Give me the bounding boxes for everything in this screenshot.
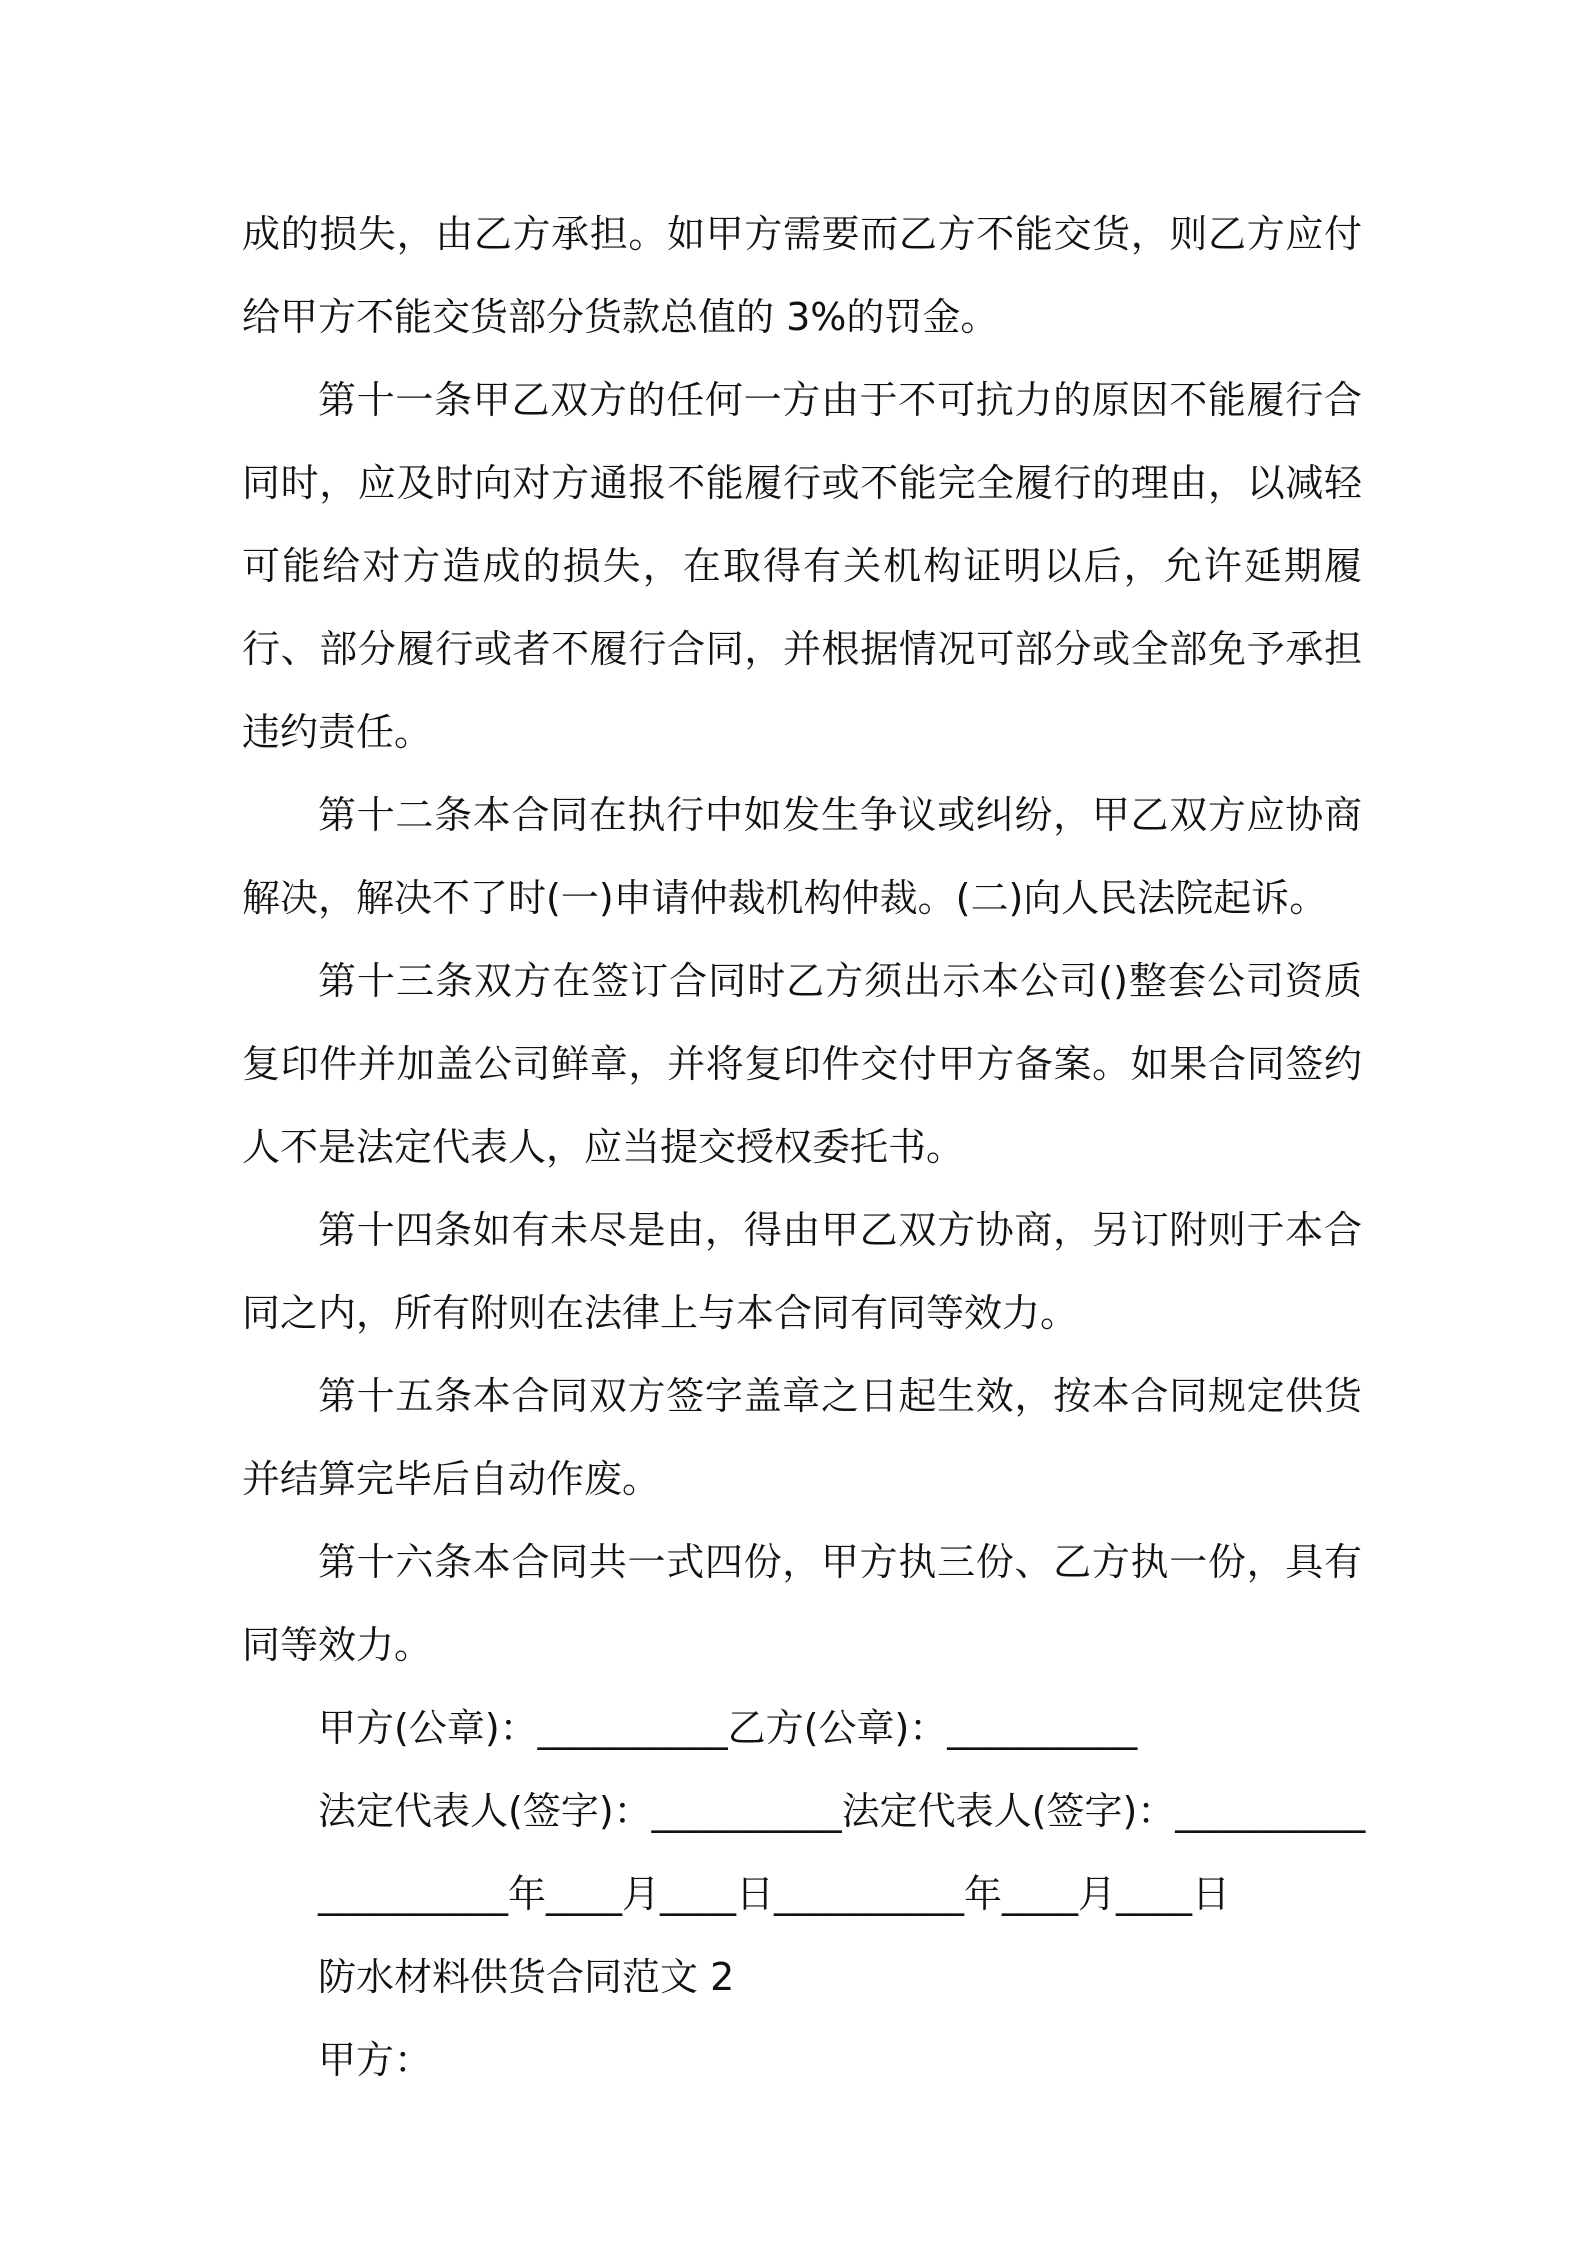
signature-seal-line: 甲方(公章)：__________乙方(公章)：__________ (318, 1706, 1138, 1750)
clause-15: 第十五条本合同双方签字盖章之日起生效，按本合同规定供货并结算完毕后自动作废。 (242, 1374, 1362, 1501)
signature-date-line: __________年____月____日__________年____月____日 (318, 1872, 1231, 1916)
clause-11: 第十一条甲乙双方的任何一方由于不可抗力的原因不能履行合同时，应及时向对方通报不能履行或不能完全履行的理由，以减轻可能给对方造成的损失，在取得有关机构证明以后，允许延期履行、部分履行或者不履行合同，并根据情况可部分或全部免予承担违约责任。 (242, 378, 1362, 754)
clause-16: 第十六条本合同共一式四份，甲方执三份、乙方执一份，具有同等效力。 (242, 1540, 1362, 1667)
document-body (242, 193, 1366, 2102)
clause-13: 第十三条双方在签订合同时乙方须出示本公司()整套公司资质复印件并加盖公司鲜章，并将复印件交付甲方备案。如果合同签约人不是法定代表人，应当提交授权委托书。 (242, 959, 1362, 1169)
clause-14: 第十四条如有未尽是由，得由甲乙双方协商，另订附则于本合同之内，所有附则在法律上与本合同有同等效力。 (242, 1208, 1362, 1335)
clause-12: 第十二条本合同在执行中如发生争议或纠纷，甲乙双方应协商解决，解决不了时(一)申请仲裁机构仲裁。(二)向人民法院起诉。 (242, 793, 1362, 920)
next-contract-title: 防水材料供货合同范文 2 (318, 1955, 735, 1999)
next-contract-party-a: 甲方： (318, 2038, 433, 2082)
paragraph-continuation: 成的损失，由乙方承担。如甲方需要而乙方不能交货，则乙方应付给甲方不能交货部分货款总值的 3%的罚金。 (242, 212, 1362, 339)
signature-representative-line: 法定代表人(签字)：__________法定代表人(签字)：__________ (318, 1789, 1366, 1833)
